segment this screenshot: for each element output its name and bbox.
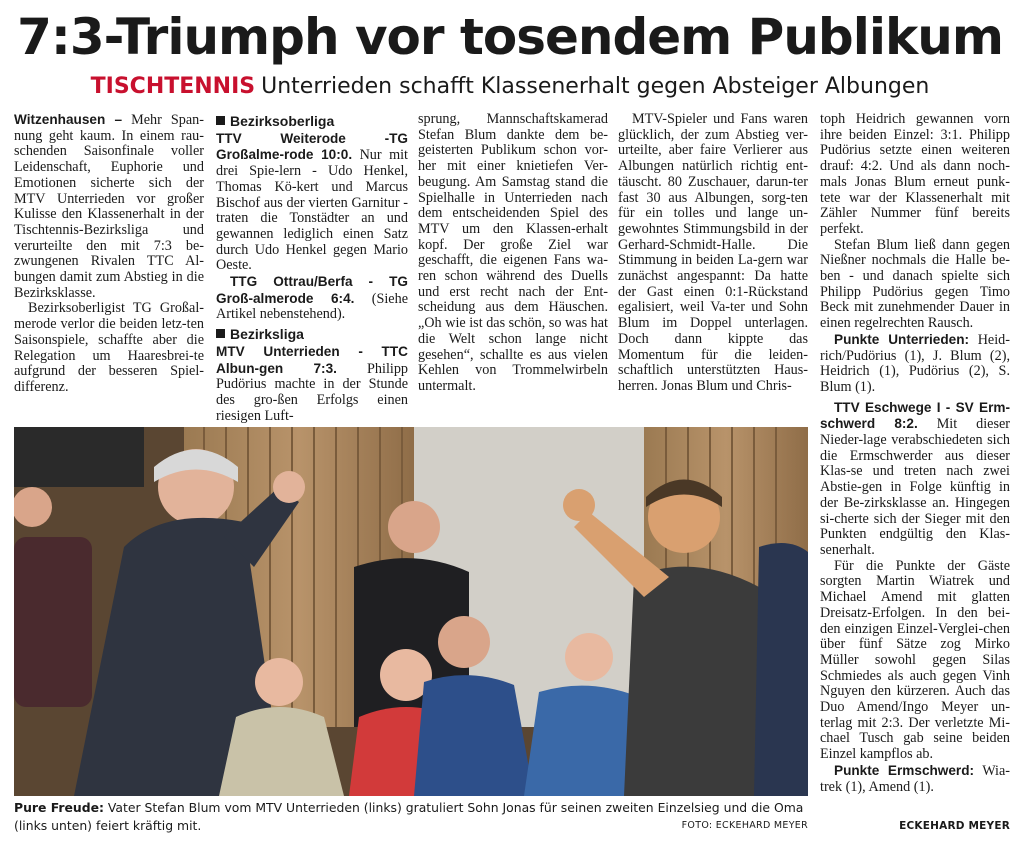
dateline: Witzenhausen – bbox=[14, 112, 123, 127]
result-heading: TTG Ottrau/Berfa - TG Groß-almerode 6:4. bbox=[216, 274, 408, 306]
points-text: Wia-trek (1), Amend (1). bbox=[820, 762, 1010, 795]
paragraph: Bezirksoberligist TG Großal-merode verlor die beiden letz-ten Saisonspiele, schaffte aber die Relegation um Haaresbrei-te aufgrund der besseren Spiel-differenz. bbox=[14, 300, 204, 395]
column-1 bbox=[14, 112, 204, 396]
son-figure bbox=[624, 567, 774, 796]
result-heading: MTV Unterrieden - TTC Albun-gen 7:3. bbox=[216, 343, 408, 376]
paragraph: Für die Punkte der Gäste sorgten Martin Wiatrek und Michael Amend mit glatten Dreisatz-Erfolgen. In den bei-den einzigen Einzel-Verglei-chen über fünf Sätze zog Mirko Müller sowohl gegen Silas Schmiedes als auch gegen Vinh Nguyen den kürzeren. Auch das Duo Amend/Ingo Meyer un-terlag mit 2:3. Der verletzte Mi-chael Tusch gab seine beiden Einzel kampflos ab. bbox=[820, 557, 1010, 763]
intro-paragraph: Mehr Span-nung geht kaum. In einem rau-schenden Saisonfinale voller Leidenschaft, Euphorie und Emotionen sicherte sich der MTV Unterrieden vor großer Kulisse den Klassenerhalt in der Tischtennis-Bezirksliga und verurteilte den mit 7:3 be-zwungenen Rivalen TTC Al-bungen damit zum Abstieg in die Bezirksklasse. bbox=[14, 112, 204, 301]
result-heading: TTV Weiterode -TG Großalme-rode 10:0. bbox=[216, 130, 408, 163]
subline bbox=[0, 72, 1020, 102]
points-heading: Punkte Ermschwerd: bbox=[834, 762, 975, 778]
result-heading: TTV Eschwege I - SV Erm-schwerd 8:2. bbox=[820, 399, 1010, 432]
column-4 bbox=[618, 112, 808, 395]
rubric: TISCHTENNIS bbox=[90, 74, 256, 99]
paragraph: sprung, Mannschaftskamerad Stefan Blum dankte dem be-geisterten Publikum schon vor-her mit einer knietiefen Ver-beugung. Am Samstag stand die Spielhalle in Unterrieden nach dem entscheidenden Spiel des MTV um den Klassen-erhalt kopf. Der große Ziel war geschafft, die eigenen Fans wa-ren schon während des Duells und erst recht nach der Ent-scheidung aus dem Häuschen. „Oh wie ist das schön, so was hat die Welt schon lange nicht gesehen“, schallte es aus vielen Kehlen von Trommelwirbeln untermalt. bbox=[418, 111, 608, 394]
caption-lead: Pure Freude: bbox=[14, 800, 104, 815]
author-byline: ECKEHARD MEYER bbox=[899, 820, 1010, 832]
photo-scene bbox=[14, 427, 808, 796]
result-text: Mit dieser Nieder-lage verabschiedeten sich die Ermschwerder aus dieser Klas-se und treten nach zwei Abstie-gen in Folge künftig in der Be-zirksklasse an. Hingegen si-cherte sich der Sieger mit den Punkten endgültig den Klas-senerhalt. bbox=[820, 416, 1010, 558]
column-5 bbox=[820, 112, 1010, 795]
photo-credit: FOTO: ECKEHARD MEYER bbox=[681, 820, 808, 831]
section-heading: Bezirksoberliga bbox=[216, 114, 408, 130]
headline: 7:3-Triumph vor tosendem Publikum bbox=[17, 8, 1003, 66]
result-text: Philipp Pudörius machte in der Stunde des gro-ßen Erfolgs einen riesigen Luft- bbox=[216, 360, 409, 424]
caption-text: Vater Stefan Blum vom MTV Unterrieden (links) gratuliert Sohn Jonas für seinen zweiten Einzelsieg und die Oma (links unten) feiert kräftig mit. bbox=[14, 800, 804, 833]
paragraph: MTV-Spieler und Fans waren glücklich, der zum Abstieg ver-urteilte, aber faire Verlierer aus Albungen natürlich richtig ent-täuscht. 80 Zuschauer, darun-ter fast 30 aus Albungen, sorg-ten für ein tolles und lange un-gewohntes Stimmungsbild in der Gerhard-Schmidt-Halle. Die Stimmung in beiden La-gern war zunächst angespannt: Da hatte der Gast einen 0:1-Rückstand egalisiert, weil Va-ter und Sohn Blum im Doppel unterlagen. Doch dann kippte das Momentum für die leiden-schaftlich unterstützten Haus-herren. Jonas Blum und Chris- bbox=[618, 111, 808, 394]
result-text: (Siehe Artikel nebenstehend). bbox=[216, 290, 408, 323]
result-text: Nur mit drei Spie-lern - Udo Henkel, Thomas Kö-kert und Marcus Bischof aus der vierten Garnitur - traten die Tonstädter an und gewannen lediglich einen Satz durch Udo Henkel gegen Mario Oeste. bbox=[216, 147, 408, 274]
paragraph: Stefan Blum ließ dann gegen Nießner nochmals die Halle be-ben - und danach spielte sich Philipp Pudörius gegen Timo Beck mit zunehmender Dauer in einen regelrechten Rausch. bbox=[820, 236, 1010, 332]
column-2 bbox=[216, 112, 408, 424]
bullet-square-icon bbox=[216, 329, 225, 338]
points-text: Heid-rich/Pudörius (1), J. Blum (2), Heidrich (1), Pudörius (2), S. Blum (1). bbox=[820, 331, 1010, 395]
column-3 bbox=[418, 112, 608, 395]
points-heading: Punkte Unterrieden: bbox=[834, 331, 970, 347]
section-heading: Bezirksliga bbox=[216, 327, 408, 343]
subline-text: Unterrieden schafft Klassenerhalt gegen Absteiger Albungen bbox=[261, 74, 930, 99]
news-photo bbox=[14, 427, 808, 796]
bullet-square-icon bbox=[216, 116, 225, 125]
paragraph: toph Heidrich gewannen vorn ihre beiden Einzel: 3:1. Philipp Pudörius setzte einen weiteren drauf: 4:2. Und als dann noch-mals Jonas Blum erneut punk-tete war der Klassenerhalt mit Zähler Nummer fünf bereits perfekt. bbox=[820, 111, 1010, 237]
